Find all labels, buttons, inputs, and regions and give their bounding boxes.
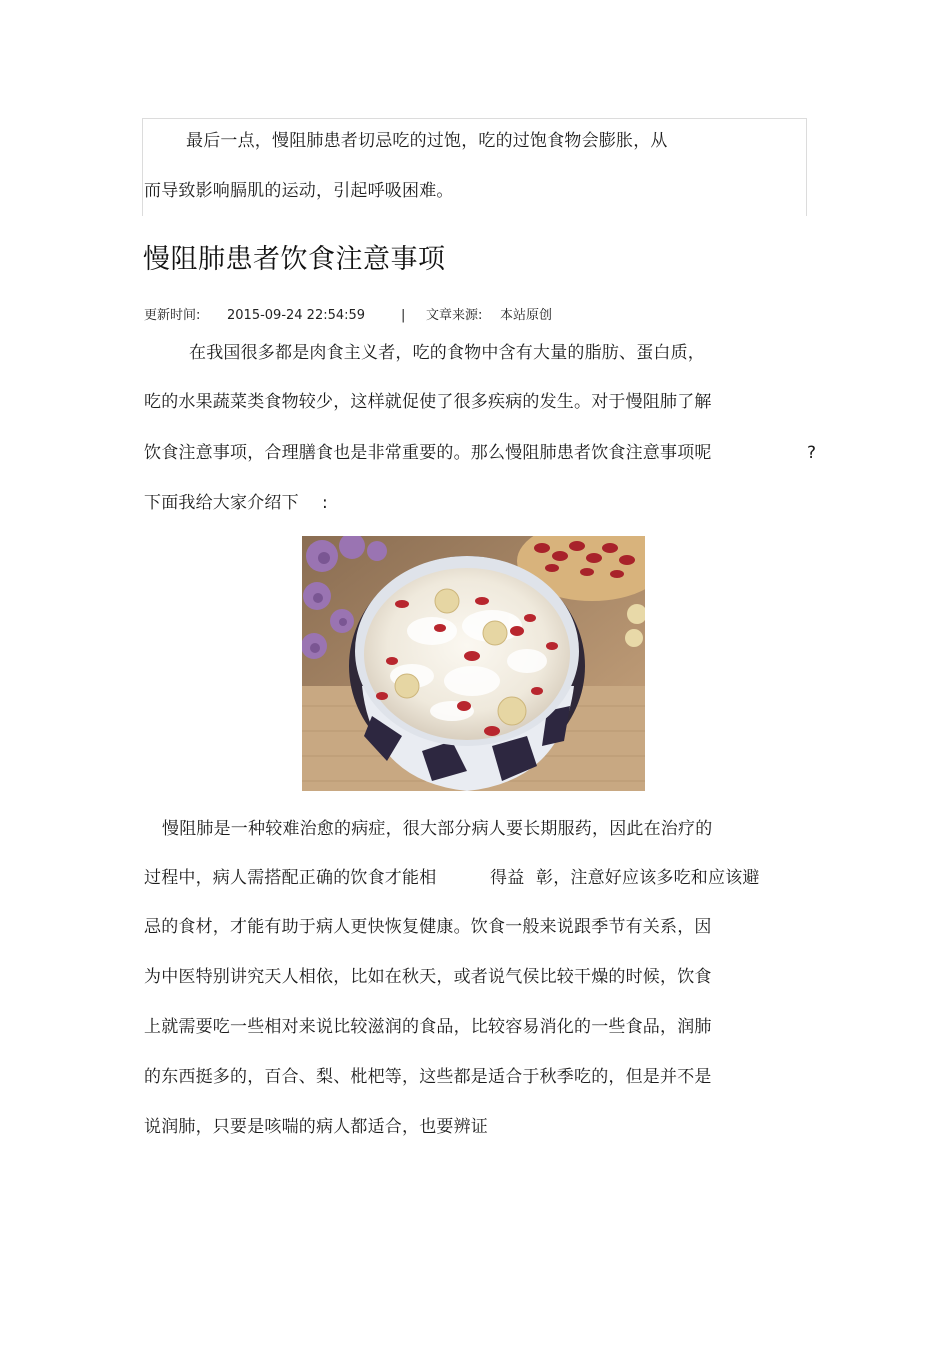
article-title: 慢阻肺患者饮食注意事项 bbox=[143, 244, 446, 275]
para2-line-4: 为中医特别讲究天人相依，比如在秋天，或者说气侯比较干燥的时候，饮食 bbox=[144, 967, 712, 987]
para1-line-4: 下面我给大家介绍下 bbox=[144, 493, 299, 513]
intro-line-2: 而导致影响膈肌的运动，引起呼吸困难。 bbox=[144, 181, 454, 201]
para2-line-7: 说润肺，只要是咳喘的病人都适合，也要辨证 bbox=[144, 1117, 488, 1137]
intro-line-1: 最后一点，慢阻肺患者切忌吃的过饱，吃的过饱食物会膨胀，从 bbox=[186, 131, 668, 151]
para2-line-5: 上就需要吃一些相对来说比较滋润的食品，比较容易消化的一些食品，润肺 bbox=[144, 1017, 712, 1037]
para2-line-1: 慢阻肺是一种较难治愈的病症，很大部分病人要长期服药，因此在治疗的 bbox=[162, 819, 713, 839]
soup-illustration bbox=[302, 536, 645, 791]
meta-source-value: 本站原创 bbox=[500, 308, 553, 323]
para2-line-6: 的东西挺多的，百合、梨、枇杷等，这些都是适合于秋季吃的，但是并不是 bbox=[144, 1067, 712, 1087]
para2-line-2a: 过程中，病人需搭配正确的饮食才能相 bbox=[144, 868, 437, 888]
para1-colon: : bbox=[322, 493, 328, 513]
para2-line-3: 忌的食材，才能有助于病人更快恢复健康。饮食一般来说跟季节有关系，因 bbox=[144, 917, 712, 937]
para1-line-1: 在我国很多都是肉食主义者，吃的食物中含有大量的脂肪、蛋白质， bbox=[189, 343, 705, 363]
meta-updated-label: 更新时间: bbox=[144, 308, 201, 323]
para1-question-mark: ? bbox=[807, 443, 817, 463]
para1-line-3: 饮食注意事项，合理膳食也是非常重要的。那么慢阻肺患者饮食注意事项呢 bbox=[144, 443, 712, 463]
para1-line-2: 吃的水果蔬菜类食物较少，这样就促使了很多疾病的发生。对于慢阻肺了解 bbox=[144, 392, 712, 412]
para2-line-2b: 得益 bbox=[490, 868, 525, 888]
meta-source-label: 文章来源: bbox=[426, 308, 483, 323]
meta-separator: | bbox=[401, 308, 406, 323]
meta-updated-value: 2015-09-24 22:54:59 bbox=[227, 308, 366, 323]
soup-photo bbox=[302, 536, 645, 791]
para2-line-2c: 彰，注意好应该多吃和应该避 bbox=[536, 868, 760, 888]
